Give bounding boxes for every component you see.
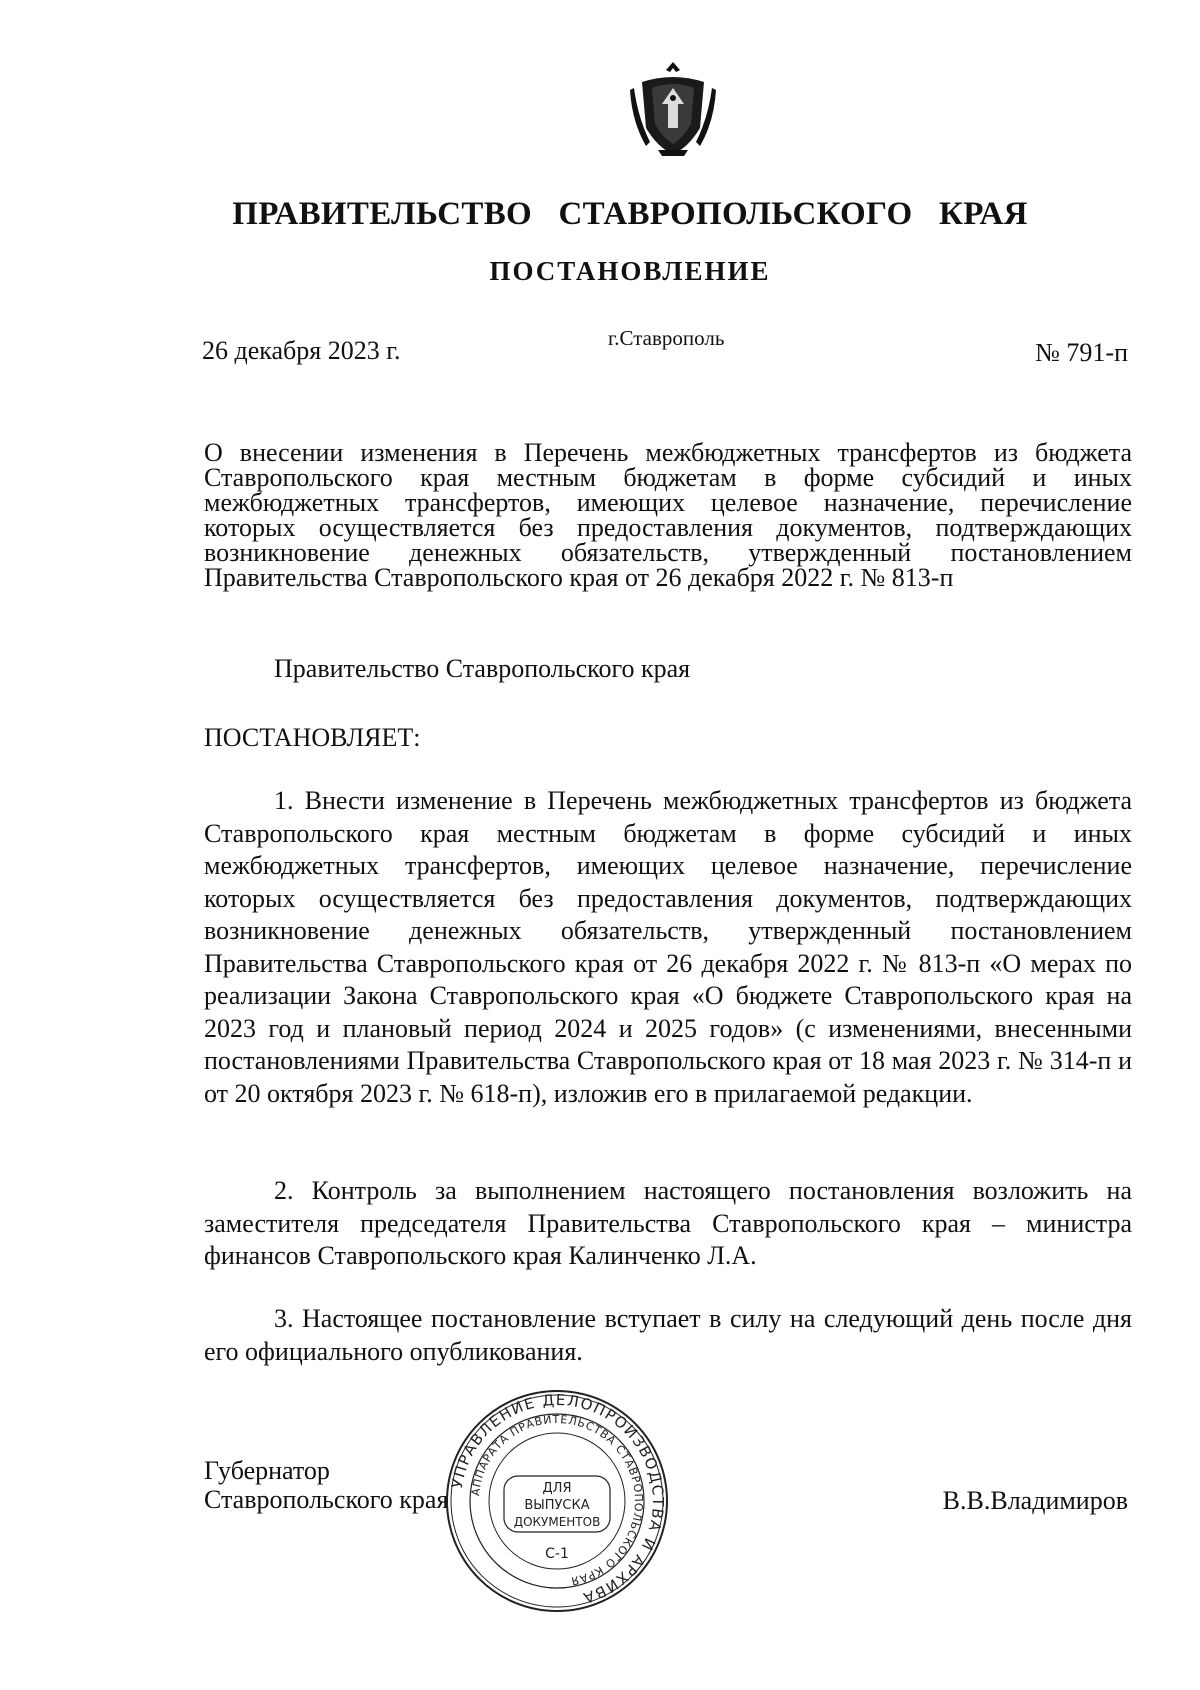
signatory-title-line-1: Губернатор xyxy=(204,1456,330,1485)
signatory-name: В.В.Владимиров xyxy=(942,1486,1128,1515)
stamp-center-line-1: ДЛЯ xyxy=(542,1481,572,1496)
stamp-center-line-3: ДОКУМЕНТОВ xyxy=(513,1515,601,1529)
document-city: г.Ставрополь xyxy=(608,326,725,350)
paragraph-3: 3. Настоящее постановление вступает в силу на следующий день после дня его официального опубликования. xyxy=(204,1304,1132,1366)
coat-of-arms-icon xyxy=(628,58,718,158)
stamp-inner-text: АППАРАТА ПРАВИТЕЛЬСТВА СТАВРОПОЛЬСКОГО КРАЯ xyxy=(469,1412,646,1588)
stamp-center-line-2: ВЫПУСКА xyxy=(524,1498,590,1513)
official-stamp xyxy=(442,1386,672,1616)
document-number: № 791-п xyxy=(1035,338,1128,367)
document-type: ПОСТАНОВЛЕНИЕ xyxy=(489,256,771,286)
resolves-heading: ПОСТАНОВЛЯЕТ: xyxy=(204,723,421,752)
signatory-title xyxy=(204,1456,448,1514)
paragraph-2: 2. Контроль за выполнением настоящего постановления возложить на заместителя председателя Правительства Ставропольского края – министра финансов Ставропольского края Калинченко Л.А. xyxy=(204,1176,1132,1270)
document-date: 26 декабря 2023 г. xyxy=(202,336,401,365)
document-subject: О внесении изменения в Перечень межбюджетных трансфертов из бюджета Ставропольского края местным бюджетам в форме субсидий и иных межбюджетных трансфертов, имеющих целевое назначение, перечисление которых осуществляется без предоставления документов, подтверждающих возникновение денежных обязательств, утвержденный постановлением Правительства Ставропольского края от 26 декабря 2022 г. № 813-п xyxy=(204,438,1132,592)
government-title: ПРАВИТЕЛЬСТВО СТАВРОПОЛЬСКОГО КРАЯ xyxy=(232,196,1028,232)
preamble: Правительство Ставропольского края xyxy=(274,654,691,683)
stamp-code: С-1 xyxy=(545,1546,569,1562)
stamp-outer-text: УПРАВЛЕНИЕ ДЕЛОПРОИЗВОДСТВА И АРХИВА xyxy=(447,1390,668,1608)
paragraph-1: 1. Внести изменение в Перечень межбюджетных трансфертов из бюджета Ставропольского края местным бюджетам в форме субсидий и иных межбюджетных трансфертов, имеющих целевое назначение, перечисление которых осуществляется без предоставления документов, подтверждающих возникновение денежных обязательств, утвержденный постановлением Правительства Ставропольского края от 26 декабря 2022 г. № 813-п «О мерах по реализации Закона Ставропольского края «О бюджете Ставропольского края на 2023 год и плановый период 2024 и 2025 годов» (с изменениями, внесенными постановлениями Правительства Ставропольского края от 18 мая 2023 г. № 314-п и от 20 октября 2023 г. № 618-п), изложив его в прилагаемой редакции. xyxy=(204,786,1132,1108)
signatory-title-line-2: Ставропольского края xyxy=(204,1485,449,1514)
